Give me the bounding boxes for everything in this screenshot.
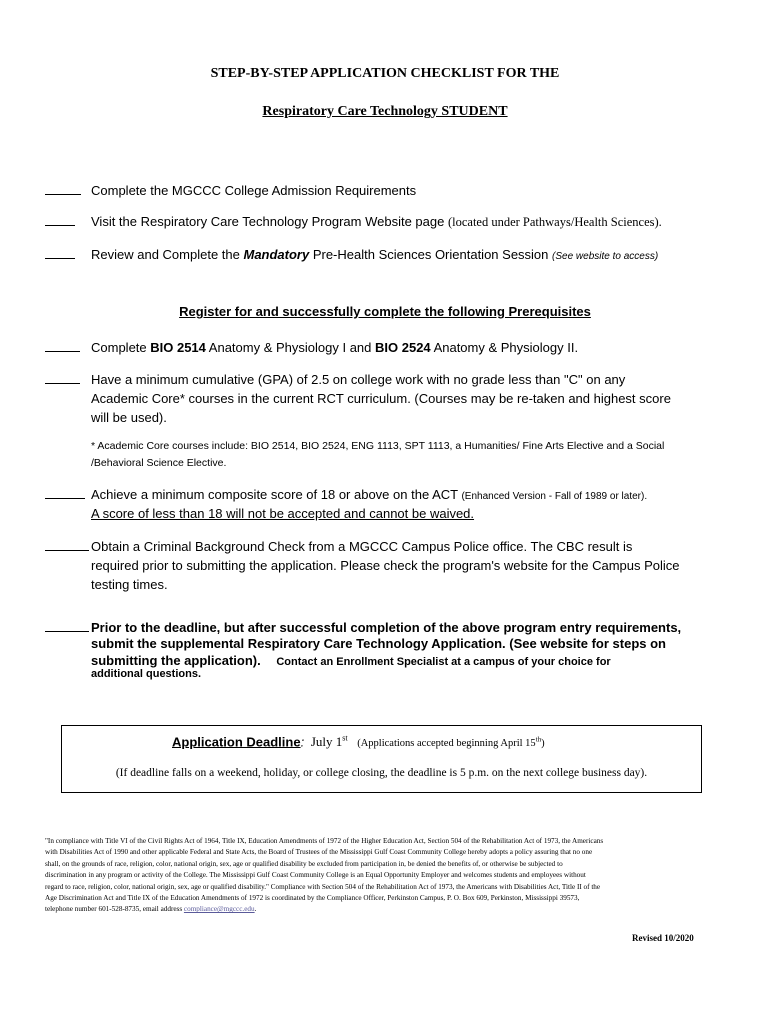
checkbox-blank[interactable] — [45, 486, 85, 499]
checklist-item-orientation: Review and Complete the Mandatory Pre-Health Sciences Orientation Session (See website to access) — [45, 245, 75, 264]
prereq-item-application: Prior to the deadline, but after successful completion of the above program entry requirements, — [45, 618, 89, 637]
application-line4: additional questions. — [91, 668, 202, 680]
revision-date: Revised 10/2020 — [632, 933, 694, 943]
checkbox-blank[interactable] — [45, 619, 89, 632]
deadline-box — [61, 725, 702, 793]
prereq-item-background-check: Obtain a Criminal Background Check from a MGCCC Campus Police office. The CBC result is — [45, 537, 89, 556]
page-subtitle: Respiratory Care Technology STUDENT — [262, 104, 508, 119]
prereq-item-biology: Complete BIO 2514 Anatomy & Physiology I and BIO 2524 Anatomy & Physiology II. — [45, 338, 80, 357]
application-line3: submitting the application). Contact an Enrollment Specialist at a campus of your choice for — [91, 653, 611, 668]
compliance-statement: "In compliance with Title VI of the Civil Rights Act of 1964, Title IX, Education Amendments of 1972 of the Higher Education Act, Section 504 of the Rehabilitation Act of 1973, the Americans with Disabilities Act of 1990 and other applicable Federal and State Acts, the Board of Trustees of the Mississippi Gulf Coast Community College hereby adopts a policy assuring that no one shall, on the grounds of race, religion, color, national origin, sex, age or qualified disability be excluded from participation in, be denied the benefits of, or otherwise be subjected to discrimination in any program or activity of the College. The Mississippi Gulf Coast Community College is an Equal Opportunity Employer and welcomes students and employees without regard to race, religion, color, national origin, sex, age or qualified disability." Compliance with Section 504 of the Rehabilitation Act of 1973, the Americans with Disabilities Act, Title II of the Age Discrimination Act and Title IX of the Education Amendments of 1972 is coordinated by the Compliance Officer, Perkinston Campus, P. O. Box 609, Perkinston, Mississippi 39573, telephone number 601-528-8735, email address compliance@mgccc.edu. — [45, 837, 604, 914]
checkbox-blank[interactable] — [45, 182, 81, 195]
background-check-line2: required prior to submitting the application. Please check the program's website for the Campus Police — [91, 558, 680, 573]
checkbox-blank[interactable] — [45, 538, 89, 551]
act-waiver-note: A score of less than 18 will not be accepted and cannot be waived. — [91, 506, 475, 521]
checkbox-blank[interactable] — [45, 371, 80, 384]
checkbox-blank[interactable] — [45, 213, 75, 226]
checkbox-blank[interactable] — [45, 339, 80, 352]
checkbox-blank[interactable] — [45, 246, 75, 259]
compliance-email-link[interactable]: compliance@mgccc.edu — [183, 905, 255, 914]
checklist-item-admission: Complete the MGCCC College Admission Requirements — [45, 181, 81, 200]
deadline-note: (Applications accepted beginning April 15th) — [357, 735, 545, 750]
academic-core-note-line2: /Behavioral Science Elective. — [91, 457, 227, 469]
prerequisites-heading: Register for and successfully complete the following Prerequisites — [179, 304, 591, 319]
deadline-date: July 1st — [310, 734, 348, 750]
deadline-weekend-note: (If deadline falls on a weekend, holiday, or college closing, the deadline is 5 p.m. on the next college business day). — [115, 767, 648, 779]
deadline-line: Application Deadline: July 1st (Applications accepted beginning April 15th) — [172, 734, 545, 750]
prereq-gpa-line2: Academic Core* courses in the current RCT curriculum. (Courses may be re-taken and highest score — [91, 391, 671, 406]
prereq-item-act: Achieve a minimum composite score of 18 or above on the ACT (Enhanced Version - Fall of 1989 or later). — [45, 485, 85, 504]
application-line2: submit the supplemental Respiratory Care Technology Application. (See website for steps on — [91, 636, 666, 651]
prereq-item-gpa: Have a minimum cumulative (GPA) of 2.5 on college work with no grade less than "C" on any — [45, 370, 80, 389]
checklist-item-website: Visit the Respiratory Care Technology Program Website page (located under Pathways/Health Sciences). — [45, 212, 75, 231]
prereq-gpa-line3: will be used). — [91, 410, 167, 425]
academic-core-note: * Academic Core courses include: BIO 2514, BIO 2524, ENG 1113, SPT 1113, a Humanities/ Fine Arts Elective and a Social — [91, 440, 665, 452]
page-title: STEP-BY-STEP APPLICATION CHECKLIST FOR THE — [210, 66, 560, 81]
background-check-line3: testing times. — [91, 577, 168, 592]
